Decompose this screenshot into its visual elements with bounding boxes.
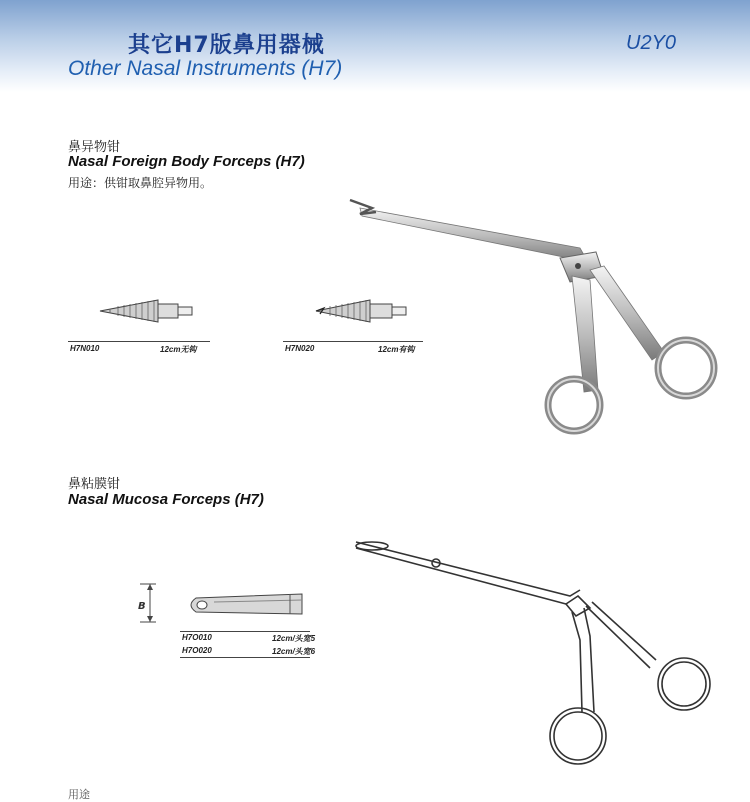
section2-item1-spec: 12cm/头宽5 bbox=[272, 634, 316, 643]
page-title-cn: 其它H7版鼻用器械 bbox=[128, 33, 325, 58]
section1-item1-spec: 12cm无钩 bbox=[160, 345, 197, 354]
section2-title-cn: 鼻粘膜钳 bbox=[68, 477, 121, 492]
section2-item1-code: H7O010 bbox=[182, 633, 212, 642]
section1-title-cn: 鼻异物钳 bbox=[68, 140, 121, 155]
section2-title-en: Nasal Mucosa Forceps (H7) bbox=[68, 491, 264, 508]
page-title-en: Other Nasal Instruments (H7) bbox=[68, 57, 343, 80]
section1-item2-code: H7N020 bbox=[285, 344, 315, 353]
tip-detail-h7n010 bbox=[100, 300, 192, 322]
catalog-code: U2Y0 bbox=[626, 32, 677, 54]
section2-item2-spec: 12cm/头宽6 bbox=[272, 647, 316, 656]
section1-usage: 用途：供钳取鼻腔异物用。 bbox=[68, 176, 213, 190]
tip-detail-h7n020 bbox=[316, 300, 406, 322]
section1-item1-code: H7N010 bbox=[70, 344, 100, 353]
nasal-mucosa-forceps-drawing bbox=[356, 542, 710, 764]
dimension-label-b: B bbox=[138, 601, 146, 612]
section1-item2-spec: 12cm有钩 bbox=[378, 345, 415, 354]
footer-partial-text: 用途 bbox=[68, 788, 90, 801]
tip-dimension-diagram bbox=[140, 584, 302, 622]
section1-title-en: Nasal Foreign Body Forceps (H7) bbox=[68, 153, 305, 170]
section2-item2-code: H7O020 bbox=[182, 646, 212, 655]
